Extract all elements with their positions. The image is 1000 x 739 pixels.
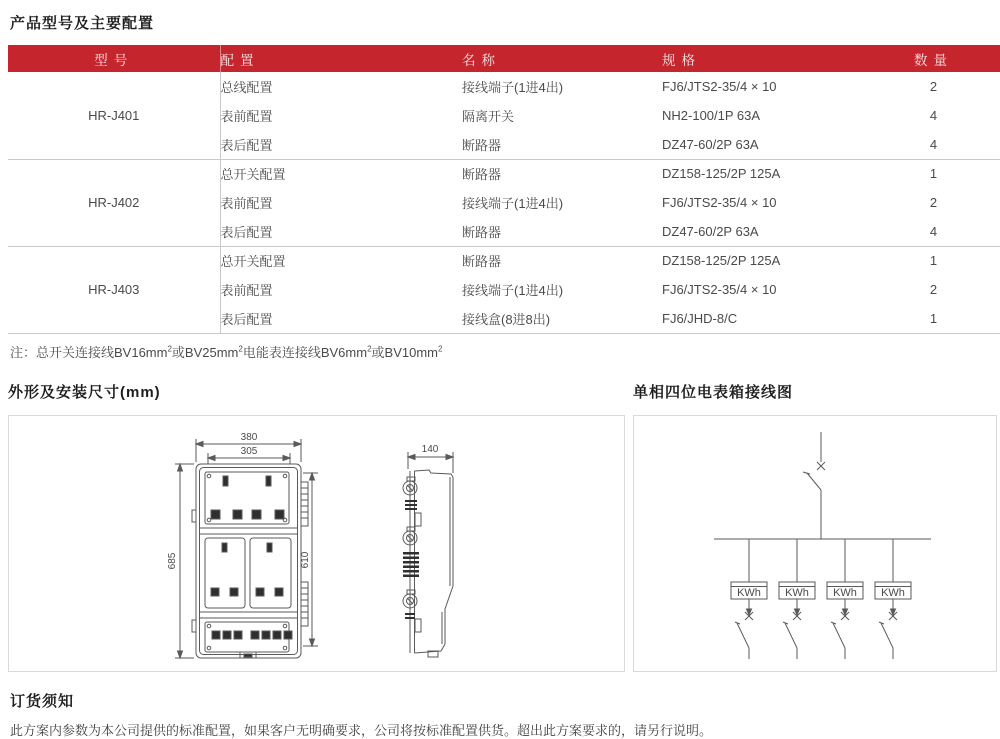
- header-qty: 数量: [867, 45, 1000, 72]
- config-cell: 表前配置: [220, 283, 273, 298]
- spec-cell: DZ47-60/2P 63A: [662, 223, 759, 239]
- spec-cell: FJ6/JTS2-35/4 × 10: [662, 79, 777, 94]
- note-text: 或BV25mm: [171, 344, 239, 360]
- config-cell: 总线配置: [220, 80, 273, 95]
- qty-cell: 2: [929, 195, 938, 210]
- kwh-meter-label: KWh: [881, 586, 905, 599]
- qty-cell: 2: [929, 79, 938, 94]
- header-model: 型号: [8, 45, 220, 72]
- note-text: 或BV10mm: [371, 344, 438, 360]
- qty-cell: 4: [929, 223, 938, 239]
- qty-cell: 1: [867, 159, 1000, 188]
- table-row: [8, 72, 1000, 101]
- dimensions-panel: [8, 415, 625, 672]
- order-notes-title: 订货须知: [10, 692, 75, 710]
- spec-cell: FJ6/JHD-8/C: [662, 310, 738, 326]
- config-cell: 表后配置: [220, 224, 273, 240]
- table-header: [8, 45, 1000, 72]
- model-cell: HR-J403: [8, 246, 220, 333]
- name-cell: 接线端子(1进4出): [462, 80, 564, 95]
- meter-branch: [731, 539, 767, 659]
- note-superscript: 2: [438, 344, 443, 354]
- spec-cell: FJ6/JTS2-35/4 × 10: [662, 195, 777, 210]
- name-cell: 断路器: [462, 159, 662, 188]
- config-cell: 表前配置: [220, 109, 273, 124]
- qty-cell: 4: [929, 108, 938, 123]
- dim-depth: [408, 452, 453, 473]
- qty-cell: 1: [929, 310, 938, 326]
- kwh-meter-label: KWh: [833, 586, 857, 599]
- header-name: 名称: [462, 45, 662, 72]
- name-cell: 接线盒(8进8出): [462, 311, 551, 327]
- header-spec: 规格: [662, 45, 867, 72]
- note-superscript: 2: [367, 344, 372, 354]
- dim-label-610: 610: [300, 551, 311, 568]
- note-superscript: 2: [167, 344, 172, 354]
- order-notes-text: 此方案内参数为本公司提供的标准配置，如果客户无明确要求，公司将按标准配置供货。超出此方案要求的，请另行说明。: [10, 722, 713, 738]
- name-cell: 接线端子(1进4出): [462, 196, 564, 211]
- spec-cell: NH2-100/1P 63A: [662, 108, 761, 123]
- table-row: [8, 159, 1000, 188]
- main-breaker-symbol: [803, 432, 825, 539]
- front-view-drawing: [192, 464, 308, 658]
- config-cell: 总开关配置: [220, 246, 462, 275]
- meter-branch: [779, 539, 815, 659]
- product-config-table: [8, 45, 1000, 334]
- note-text: 注：总开关连接线BV16mm: [10, 344, 168, 360]
- spec-cell: FJ6/JTS2-35/4 × 10: [662, 282, 777, 297]
- qty-cell: 2: [929, 282, 938, 297]
- config-cell: 表后配置: [220, 137, 273, 153]
- dimensions-section-title: 外形及安装尺寸(mm): [8, 383, 161, 401]
- dim-label-380: 380: [240, 431, 258, 443]
- meter-branch: [827, 539, 863, 659]
- dim-label-305: 305: [240, 445, 258, 457]
- model-cell: HR-J401: [8, 72, 220, 159]
- meter-branch: [875, 539, 911, 659]
- note-text: 电能表连接线BV6mm: [242, 344, 368, 360]
- name-cell: 断路器: [462, 224, 502, 240]
- wiring-diagram: [634, 416, 996, 671]
- page-title: 产品型号及主要配置: [10, 15, 155, 32]
- table-note: [10, 342, 992, 361]
- config-cell: 总开关配置: [220, 159, 462, 188]
- dim-label-685: 685: [167, 552, 178, 569]
- kwh-meter-label: KWh: [785, 586, 809, 599]
- wiring-section-title: 单相四位电表箱接线图: [633, 383, 794, 401]
- name-cell: 断路器: [462, 246, 662, 275]
- outline-drawing: [9, 416, 624, 671]
- name-cell: 接线端子(1进4出): [462, 283, 564, 298]
- qty-cell: 4: [929, 136, 938, 152]
- spec-cell: DZ158-125/2P 125A: [662, 246, 867, 275]
- table-row: [8, 246, 1000, 275]
- wiring-panel: [633, 415, 997, 672]
- dim-label-140: 140: [421, 443, 439, 455]
- name-cell: 断路器: [462, 137, 502, 153]
- qty-cell: 1: [867, 246, 1000, 275]
- header-config: 配置: [220, 45, 462, 72]
- config-cell: 表前配置: [220, 196, 273, 211]
- model-cell: HR-J402: [8, 159, 220, 246]
- kwh-meter-label: KWh: [737, 586, 761, 599]
- name-cell: 隔离开关: [462, 109, 515, 124]
- note-superscript: 2: [238, 344, 243, 354]
- spec-cell: DZ47-60/2P 63A: [662, 136, 759, 152]
- side-view-drawing: [403, 470, 453, 657]
- spec-cell: DZ158-125/2P 125A: [662, 159, 867, 188]
- config-cell: 表后配置: [220, 311, 273, 327]
